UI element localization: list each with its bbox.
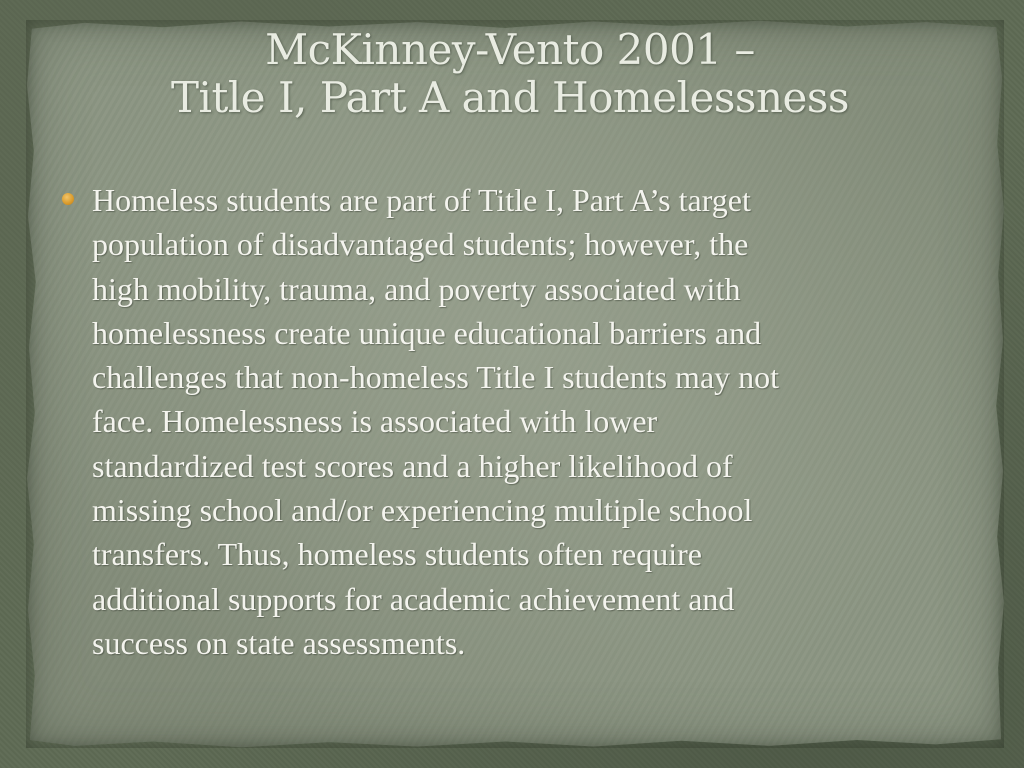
- bullet-line: success on state assessments.: [92, 624, 466, 661]
- bullet-line: Homeless students are part of Title I, Part A’s target: [92, 182, 751, 218]
- title-line-2: Title I, Part A and Homelessness: [171, 73, 849, 122]
- bullet-item: [62, 178, 962, 665]
- bullet-line: standardized test scores and a higher likelihood of: [92, 447, 733, 484]
- slide-title: [60, 26, 960, 122]
- slide-body: [62, 178, 962, 665]
- bullet-line: additional supports for academic achievement and: [92, 580, 735, 617]
- bullet-line: homelessness create unique educational barriers and: [92, 314, 762, 351]
- bullet-line: transfers. Thus, homeless students often require: [92, 536, 702, 573]
- bullet-line: face. Homelessness is associated with lower: [92, 403, 658, 440]
- bullet-line: high mobility, trauma, and poverty associated with: [92, 270, 741, 307]
- bullet-line: challenges that non-homeless Title I students may not: [92, 359, 780, 396]
- bullet-line: population of disadvantaged students; however, the: [92, 226, 749, 263]
- bullet-dot-icon: [62, 193, 74, 205]
- bullet-text: [92, 178, 779, 665]
- title-line-1: McKinney-Vento 2001 –: [265, 25, 755, 74]
- bullet-line: missing school and/or experiencing multiple school: [92, 492, 753, 529]
